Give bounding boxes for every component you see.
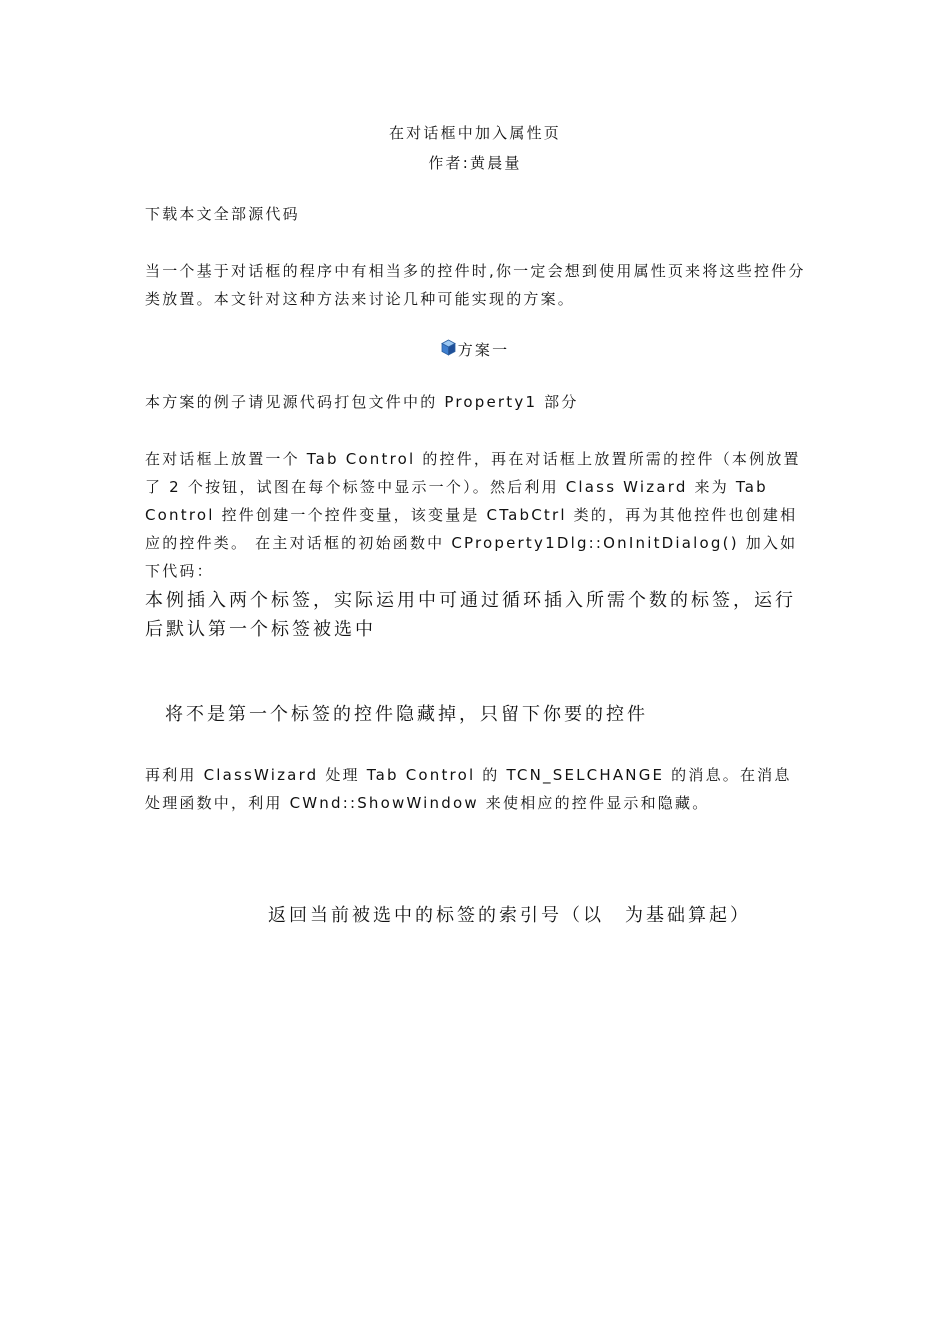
cube-icon [441, 337, 456, 365]
code-comment-index: 返回当前被选中的标签的索引号（以 为基础算起） [268, 905, 751, 926]
download-link[interactable]: 下载本文全部源代码 [145, 205, 300, 223]
article-title: 在对话框中加入属性页 [388, 124, 561, 142]
step1-paragraph: 在对话框上放置一个 Tab Control 的控件，再在对话框上放置所需的控件（本例放置了 2 个按钮，试图在每个标签中显示一个）。然后利用 Class Wizard 来为 Tab Control 控件创建一个控件变量，该变量是 CTabCtrl 类的，再为其他控件也创建相应的控件类。 在主对话框的初始函数中 CProperty1Dlg::OnInitDialog() 加入如下代码： [145, 450, 801, 580]
source-note: 本方案的例子请见源代码打包文件中的 Property1 部分 [145, 393, 579, 411]
code-comment-insert: 本例插入两个标签，实际运用中可通过循环插入所需个数的标签，运行后默认第一个标签被选中 [145, 590, 796, 640]
section-heading-text: 方案一 [457, 341, 510, 359]
intro-paragraph: 当一个基于对话框的程序中有相当多的控件时,你一定会想到使用属性页来将这些控件分类放置。本文针对这种方法来讨论几种可能实现的方案。 [145, 262, 806, 308]
code-comment-hide: 将不是第一个标签的控件隐藏掉，只留下你要的控件 [165, 704, 648, 725]
article-author: 作者:黄晨量 [428, 154, 522, 172]
step2-paragraph: 再利用 ClassWizard 处理 Tab Control 的 TCN_SELCHANGE 的消息。在消息处理函数中，利用 CWnd::ShowWindow 来使相应的控件显示和隐藏。 [145, 766, 792, 812]
section-heading [0, 336, 950, 365]
